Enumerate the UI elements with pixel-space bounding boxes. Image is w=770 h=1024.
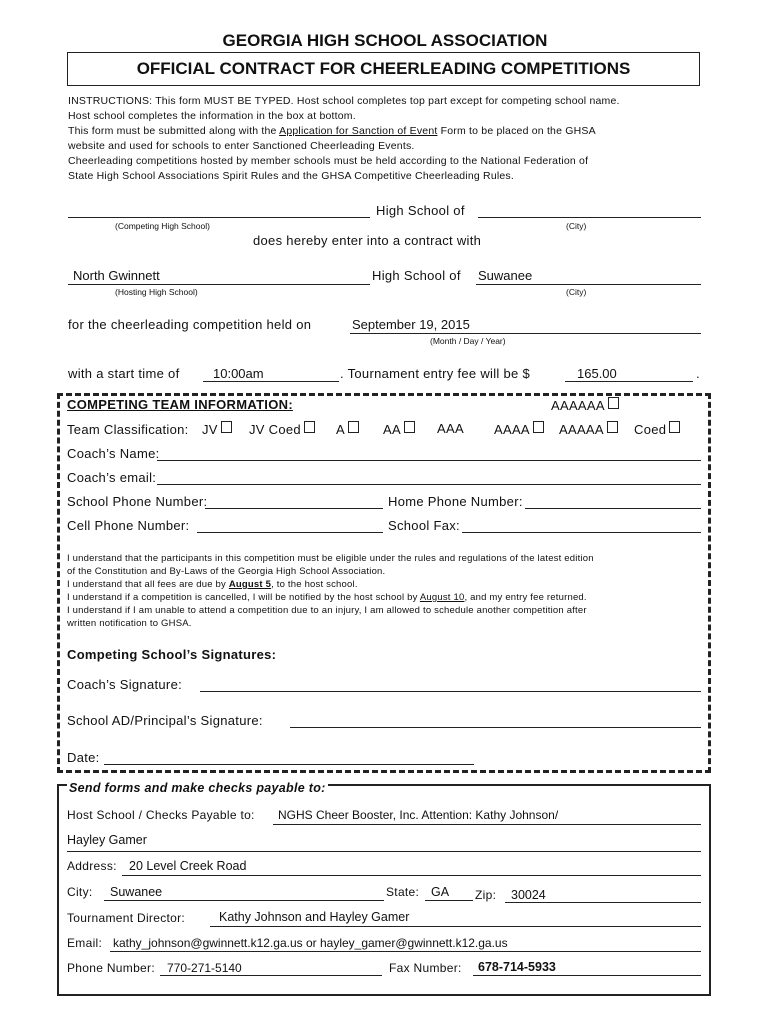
- instructions-line: [68, 124, 708, 139]
- state-value: GA: [431, 885, 450, 899]
- class-aaaaaa-option[interactable]: [551, 397, 619, 413]
- director-field[interactable]: [210, 926, 701, 927]
- class-jv-option[interactable]: [202, 421, 232, 437]
- email-label: Email:: [67, 936, 103, 950]
- class-aaaaa-checkbox[interactable]: [607, 421, 618, 433]
- class-aaaaa-option[interactable]: [559, 421, 618, 437]
- class-jv-label: JV: [202, 422, 218, 437]
- class-aa-option[interactable]: [383, 421, 415, 437]
- date-format-caption: (Month / Day / Year): [430, 336, 506, 346]
- cell-phone-label: Cell Phone Number:: [67, 518, 190, 533]
- host-section-heading: Send forms and make checks payable to:: [69, 781, 326, 795]
- statement-text: , to the host school.: [271, 579, 358, 590]
- statement-line: I understand that the participants in this competition must be eligible under the rules and regulations of the latest edition: [67, 553, 594, 564]
- class-aaaaaa-checkbox[interactable]: [608, 397, 619, 409]
- statement-line: [67, 578, 707, 591]
- fax-label: Fax Number:: [389, 961, 462, 975]
- class-coed-checkbox[interactable]: [669, 421, 680, 433]
- coach-email-field[interactable]: [157, 484, 701, 485]
- hosting-school-caption: (Hosting High School): [115, 287, 198, 297]
- city-caption: (City): [566, 287, 587, 297]
- entry-fee-label: . Tournament entry fee will be $: [340, 366, 531, 381]
- class-jv-coed-label: JV Coed: [249, 422, 301, 437]
- class-jv-coed-option[interactable]: [249, 421, 315, 437]
- class-aaaa-checkbox[interactable]: [533, 421, 544, 433]
- coach-name-label: Coach’s Name:: [67, 446, 160, 461]
- phone-label: Phone Number:: [67, 961, 155, 975]
- class-a-checkbox[interactable]: [348, 421, 359, 433]
- coach-name-field[interactable]: [157, 460, 701, 461]
- phone-value: 770-271-5140: [167, 961, 242, 975]
- start-time-field[interactable]: [203, 381, 339, 382]
- statement-line: I understand if I am unable to attend a competition due to an injury, I am allowed to schedule another competition after: [67, 605, 587, 616]
- host-school-value: North Gwinnett: [73, 268, 160, 283]
- competing-school-caption: (Competing High School): [115, 221, 210, 231]
- coach-email-label: Coach’s email:: [67, 470, 157, 485]
- home-phone-field[interactable]: [525, 508, 701, 509]
- statement-line: [67, 591, 707, 604]
- class-jv-coed-checkbox[interactable]: [304, 421, 315, 433]
- sanction-application-link[interactable]: Application for Sanction of Event: [279, 125, 438, 137]
- instructions-line: State High School Associations Spirit Rules and the GHSA Competitive Cheerleading Rules.: [68, 170, 514, 182]
- competition-date-value: September 19, 2015: [352, 317, 470, 332]
- school-phone-field[interactable]: [205, 508, 383, 509]
- class-aaaa-option[interactable]: [494, 421, 544, 437]
- high-school-of-label: High School of: [376, 203, 465, 218]
- signature-date-label: Date:: [67, 750, 100, 765]
- email-value[interactable]: kathy_johnson@gwinnett.k12.ga.us or hayley_gamer@gwinnett.k12.ga.us: [113, 936, 508, 950]
- instructions-line: Cheerleading competitions hosted by member schools must be held according to the National Federation of: [68, 155, 589, 167]
- instructions-text: This form must be submitted along with the: [68, 125, 280, 137]
- class-aaa-option[interactable]: [437, 421, 464, 436]
- director-label: Tournament Director:: [67, 911, 186, 925]
- contract-enter-text: does hereby enter into a contract with: [253, 233, 482, 248]
- signature-date-field[interactable]: [104, 764, 474, 765]
- state-label: State:: [386, 885, 420, 899]
- team-info-heading: COMPETING TEAM INFORMATION:: [67, 397, 293, 412]
- competing-school-field[interactable]: [68, 217, 370, 218]
- payable-value: NGHS Cheer Booster, Inc. Attention: Kathy Johnson/: [278, 808, 559, 822]
- host-city-field[interactable]: [476, 284, 701, 285]
- class-coed-label: Coed: [634, 422, 667, 437]
- address-field[interactable]: [122, 875, 701, 876]
- fax-field[interactable]: [473, 975, 701, 976]
- association-title: GEORGIA HIGH SCHOOL ASSOCIATION: [222, 31, 548, 50]
- school-fax-label: School Fax:: [388, 518, 460, 533]
- director-value: Kathy Johnson and Hayley Gamer: [219, 910, 410, 924]
- host-school-field[interactable]: [68, 284, 370, 285]
- instructions-line: website and used for schools to enter Sanctioned Cheerleading Events.: [68, 140, 415, 152]
- class-aaaaaa-label: AAAAAA: [551, 398, 605, 413]
- class-aaaa-label: AAAA: [494, 422, 530, 437]
- principal-signature-label: School AD/Principal’s Signature:: [67, 713, 263, 728]
- entry-fee-field[interactable]: [565, 381, 693, 382]
- payable-field-continued[interactable]: [67, 851, 701, 852]
- email-field[interactable]: [110, 951, 701, 952]
- home-phone-label: Home Phone Number:: [388, 494, 523, 509]
- state-field[interactable]: [425, 900, 473, 901]
- class-jv-checkbox[interactable]: [221, 421, 232, 433]
- address-value: 20 Level Creek Road: [129, 859, 247, 873]
- eligibility-statements: [67, 552, 707, 630]
- city-value: Suwanee: [110, 885, 163, 899]
- phone-field[interactable]: [160, 975, 382, 976]
- zip-label: Zip:: [475, 888, 497, 902]
- statement-line: written notification to GHSA.: [67, 618, 192, 629]
- signatures-heading: Competing School’s Signatures:: [67, 647, 277, 662]
- statement-line: of the Constitution and By-Laws of the Georgia High School Association.: [67, 566, 386, 577]
- class-a-label: A: [336, 422, 345, 437]
- city-field[interactable]: [104, 900, 384, 901]
- city-caption: (City): [566, 221, 587, 231]
- statement-text: , and my entry fee returned.: [464, 592, 587, 603]
- class-a-option[interactable]: [336, 421, 359, 437]
- payable-field[interactable]: [273, 824, 701, 825]
- class-aa-label: AA: [383, 422, 401, 437]
- instructions: [68, 94, 708, 184]
- start-time-label: with a start time of: [68, 366, 180, 381]
- school-fax-field[interactable]: [462, 532, 701, 533]
- payable-value-continued: Hayley Gamer: [67, 833, 147, 847]
- competing-city-field[interactable]: [478, 217, 701, 218]
- instructions-line: INSTRUCTIONS: This form MUST BE TYPED. Host school completes top part except for competing school name.: [68, 95, 620, 107]
- address-label: Address:: [67, 859, 117, 873]
- school-phone-label: School Phone Number:: [67, 494, 208, 509]
- cell-phone-field[interactable]: [197, 532, 383, 533]
- fax-value: 678-714-5933: [478, 960, 556, 974]
- cancellation-date: August 10: [419, 592, 465, 603]
- class-aaaaa-label: AAAAA: [559, 422, 604, 437]
- host-city-value: Suwanee: [478, 268, 533, 283]
- zip-field[interactable]: [505, 902, 701, 903]
- class-aaa-label: AAA: [437, 421, 464, 436]
- zip-value: 30024: [511, 888, 546, 902]
- competition-date-field[interactable]: [350, 333, 701, 334]
- coach-signature-label: Coach’s Signature:: [67, 677, 183, 692]
- start-time-value: 10:00am: [213, 366, 264, 381]
- class-aa-checkbox[interactable]: [404, 421, 415, 433]
- coach-signature-field[interactable]: [200, 691, 701, 692]
- competition-held-label: for the cheerleading competition held on: [68, 317, 312, 332]
- statement-text: I understand if a competition is cancelled, I will be notified by the host school by: [67, 592, 420, 603]
- period-text: .: [696, 366, 700, 381]
- class-coed-option[interactable]: [634, 421, 680, 437]
- fee-due-date: August 5: [228, 579, 272, 590]
- payable-label: Host School / Checks Payable to:: [67, 808, 255, 822]
- entry-fee-value: 165.00: [577, 366, 617, 381]
- classification-label: Team Classification:: [67, 422, 189, 437]
- city-label: City:: [67, 885, 93, 899]
- contract-title: OFFICIAL CONTRACT FOR CHEERLEADING COMPETITIONS: [67, 52, 700, 86]
- high-school-of-label: High School of: [372, 268, 461, 283]
- principal-signature-field[interactable]: [290, 727, 701, 728]
- statement-text: I understand that all fees are due by: [67, 579, 229, 590]
- instructions-line: Host school completes the information in the box at bottom.: [68, 110, 356, 122]
- instructions-text: Form to be placed on the GHSA: [437, 125, 596, 137]
